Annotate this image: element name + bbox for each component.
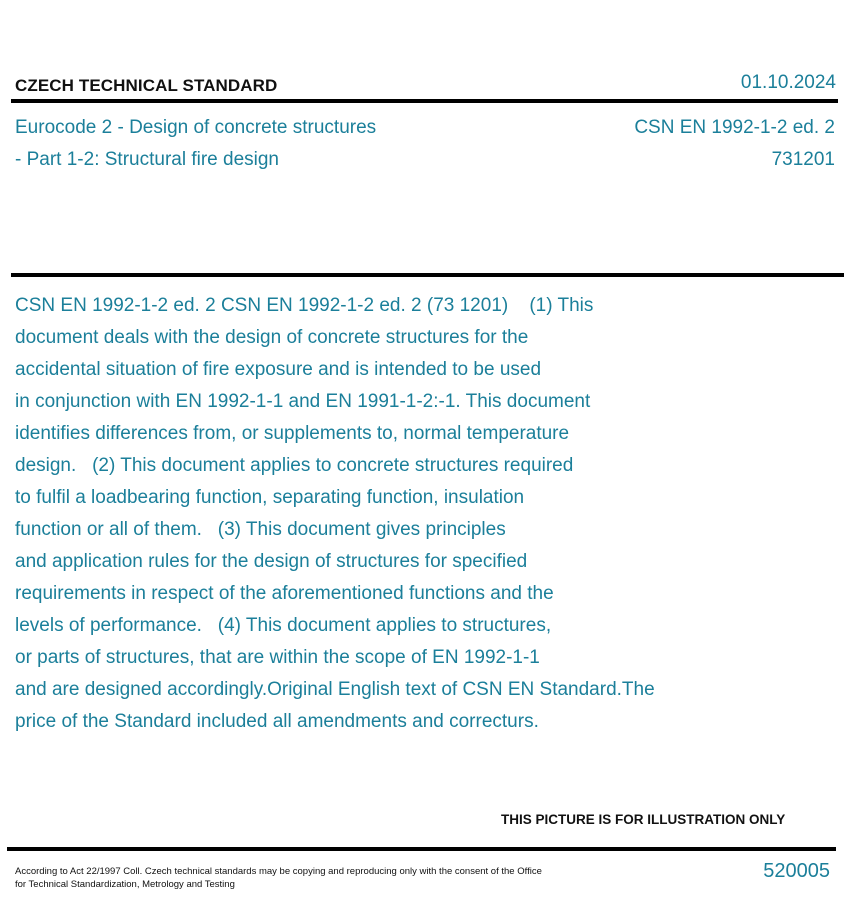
abstract-line: to fulfil a loadbearing function, separating function, insulation — [15, 487, 525, 508]
abstract-line: function or all of them. (3) This document gives principles — [15, 519, 506, 540]
catalog-number: 520005 — [763, 860, 830, 882]
class-number: 731201 — [771, 149, 835, 170]
title-rule — [11, 273, 844, 277]
issue-date: 01.10.2024 — [740, 72, 836, 93]
standard-title-line1: Eurocode 2 - Design of concrete structures — [15, 117, 377, 138]
footer-rule — [7, 847, 836, 851]
legal-notice — [15, 865, 542, 891]
standard-code: CSN EN 1992-1-2 ed. 2 — [634, 117, 835, 138]
abstract-line: and are designed accordingly.Original English text of CSN EN Standard.The — [15, 679, 655, 700]
illustration-note: THIS PICTURE IS FOR ILLUSTRATION ONLY — [501, 812, 786, 827]
abstract-line: or parts of structures, that are within the scope of EN 1992-1-1 — [15, 647, 540, 668]
standard-category: CZECH TECHNICAL STANDARD — [15, 76, 278, 95]
abstract-line: levels of performance. (4) This document applies to structures, — [15, 615, 552, 636]
abstract-line: design. (2) This document applies to concrete structures required — [15, 455, 574, 476]
standard-abstract — [15, 290, 760, 738]
abstract-line: identifies differences from, or supplements to, normal temperature — [15, 423, 570, 444]
abstract-line: requirements in respect of the aforementioned functions and the — [15, 583, 554, 604]
abstract-line: price of the Standard included all amendments and correcturs. — [15, 711, 539, 732]
abstract-line: in conjunction with EN 1992-1-1 and EN 1991-1-2:-1. This document — [15, 391, 591, 412]
abstract-line: accidental situation of fire exposure and is intended to be used — [15, 359, 542, 380]
abstract-line: document deals with the design of concrete structures for the — [15, 327, 529, 348]
standard-title-line2: - Part 1-2: Structural fire design — [15, 149, 279, 170]
legal-notice-line1: According to Act 22/1997 Coll. Czech technical standards may be copying and reproducing only with the consent of the Office — [15, 866, 542, 877]
header-rule — [11, 99, 838, 103]
abstract-line: and application rules for the design of structures for specified — [15, 551, 528, 572]
legal-notice-line2: for Technical Standardization, Metrology and Testing — [15, 879, 235, 890]
abstract-line: CSN EN 1992-1-2 ed. 2 CSN EN 1992-1-2 ed. 2 (73 1201) (1) This — [15, 295, 594, 316]
